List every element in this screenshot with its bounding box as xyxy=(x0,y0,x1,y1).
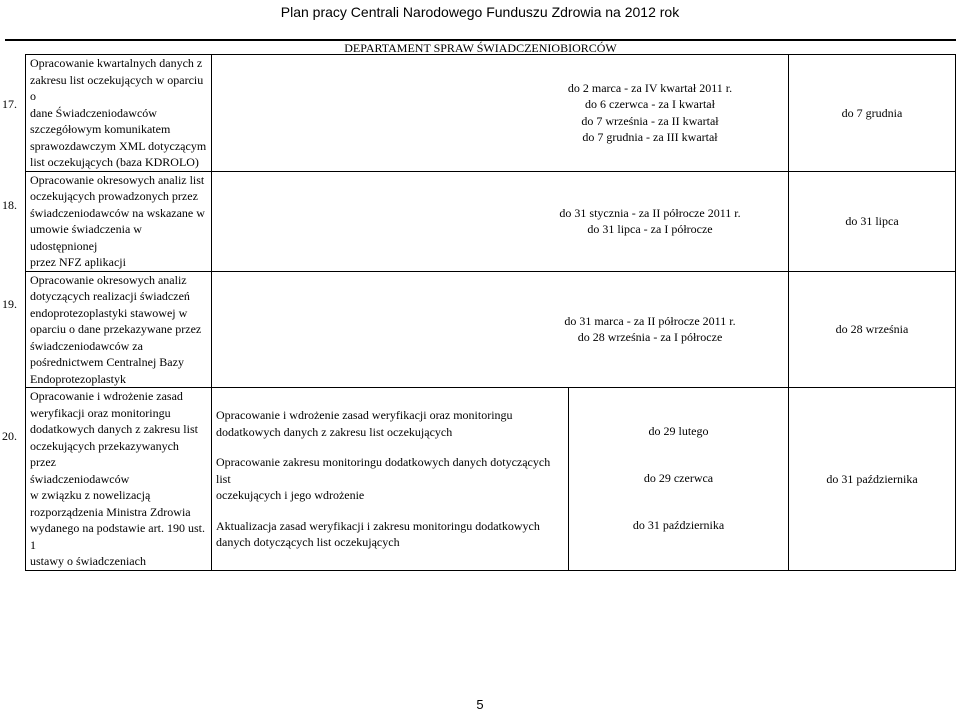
row-number: 17. xyxy=(2,97,17,111)
row-number: 20. xyxy=(2,429,17,443)
stage-deadlines: do 31 stycznia - za II półrocze 2011 r. do 31 lipca - za I półrocze xyxy=(212,171,789,271)
row-number: 18. xyxy=(2,198,17,212)
table-row xyxy=(26,171,956,271)
action-item: Opracowanie zakresu monitoringu dodatkowych danych dotyczących list oczekujących i jego wdrożenie xyxy=(216,455,551,502)
stage-deadlines: do 29 lutego do 29 czerwca do 31 października xyxy=(569,388,789,571)
stage-deadlines: do 2 marca - za IV kwartał 2011 r. do 6 czerwca - za I kwartał do 7 września - za II kwartał do 7 grudnia - za III kwartał xyxy=(212,55,789,172)
plan-table xyxy=(25,54,956,571)
table-row xyxy=(26,271,956,388)
stage-deadlines: do 31 marca - za II półrocze 2011 r. do 28 września - za I półrocze xyxy=(212,271,789,388)
final-deadline: do 28 września xyxy=(789,271,956,388)
table-row xyxy=(26,55,956,172)
department-header: DEPARTAMENT SPRAW ŚWIADCZENIOBIORCÓW xyxy=(5,39,956,55)
task-description: Opracowanie okresowych analiz dotyczących realizacji świadczeń endoprotezoplastyki stawowej w oparciu o dane przekazywane przez świadczeniodawców za pośrednictwem Centralnej Bazy Endoprotezoplastyk xyxy=(26,271,212,388)
final-deadline: do 7 grudnia xyxy=(789,55,956,172)
stage-actions xyxy=(212,388,569,571)
action-item: Opracowanie i wdrożenie zasad weryfikacji oraz monitoringu dodatkowych danych z zakresu list oczekujących xyxy=(216,408,513,439)
page-title: Plan pracy Centrali Narodowego Funduszu Zdrowia na 2012 rok xyxy=(280,4,680,20)
final-deadline: do 31 października xyxy=(789,388,956,571)
task-description: Opracowanie okresowych analiz list oczekujących prowadzonych przez świadczeniodawców na wskazane w umowie świadczenia w udostępnionej przez NFZ aplikacji xyxy=(26,171,212,271)
final-deadline: do 31 lipca xyxy=(789,171,956,271)
page-number: 5 xyxy=(476,697,484,712)
task-description: Opracowanie kwartalnych danych z zakresu list oczekujących w oparciu o dane Świadczeniodawców szczegółowym komunikatem sprawozdawczym XML dotyczącym list oczekujących (baza KDROLO) xyxy=(26,55,212,172)
row-number: 19. xyxy=(2,297,17,311)
action-item: Aktualizacja zasad weryfikacji i zakresu monitoringu dodatkowych danych dotyczących list oczekujących xyxy=(216,518,540,549)
task-description: Opracowanie i wdrożenie zasad weryfikacji oraz monitoringu dodatkowych danych z zakresu list oczekujących przekazywanych przez świadczeniodawców w związku z nowelizacją rozporządzenia Ministra Zdrowia wydanego na podstawie art. 190 ust. 1 ustawy o świadczeniach xyxy=(26,388,212,571)
table-row xyxy=(26,388,956,571)
